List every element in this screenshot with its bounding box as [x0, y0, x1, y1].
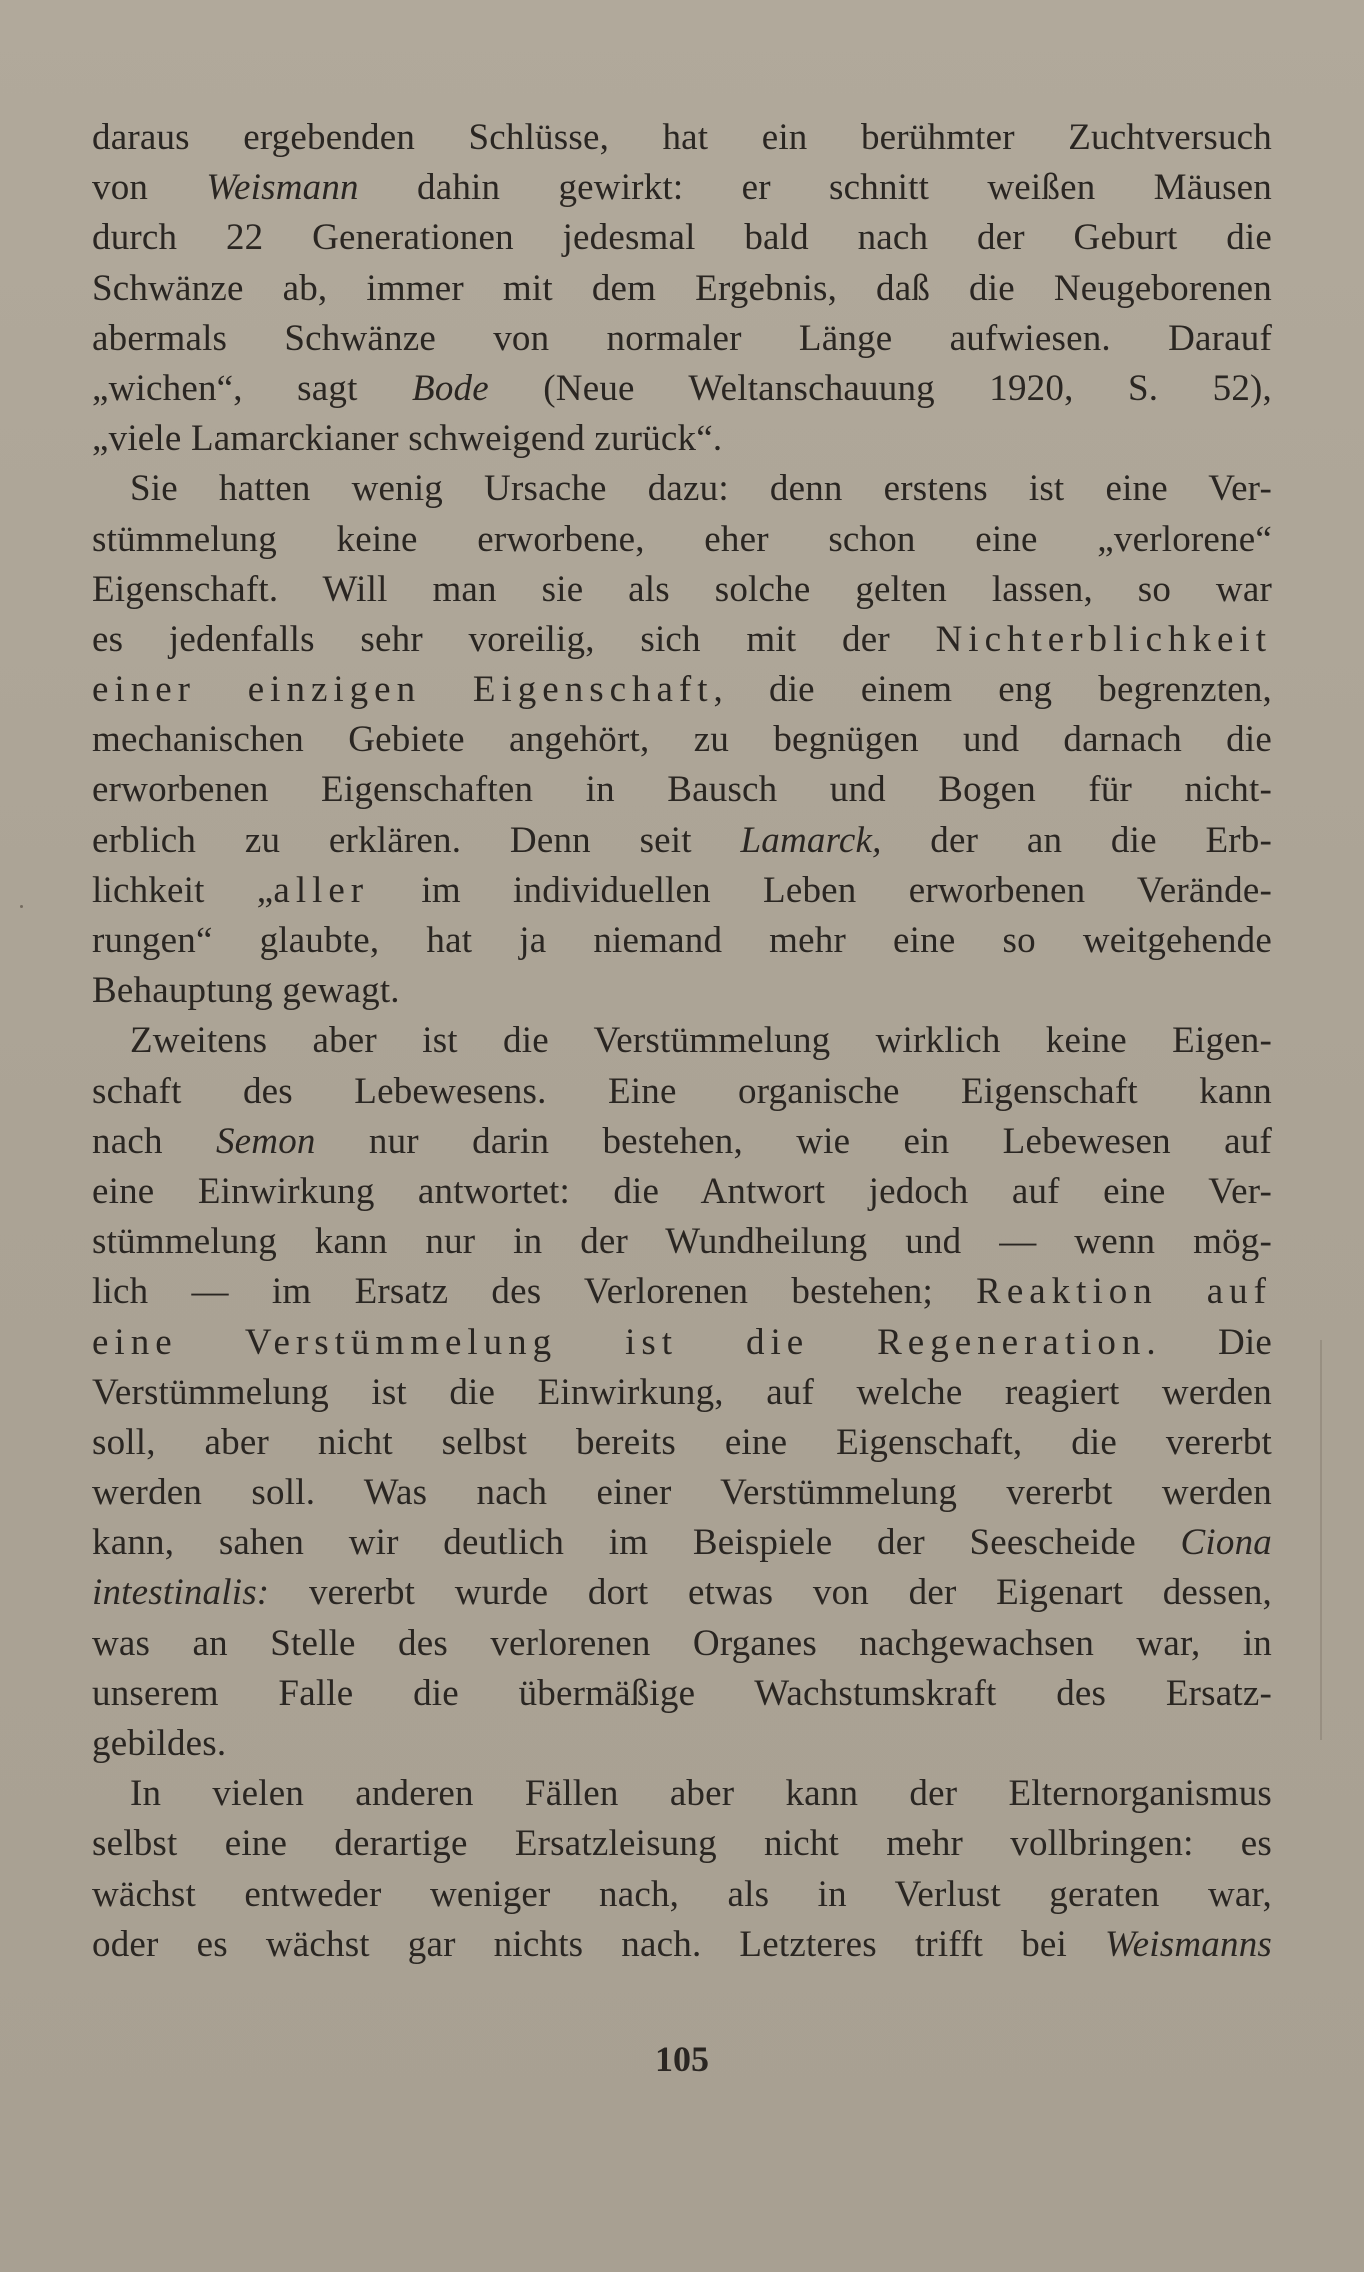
text-run: Eigenschaft. Will man sie als solche gelten lassen, so war — [92, 568, 1272, 610]
text-run: „viele Lamarckianer schweigend zurück“. — [92, 418, 723, 460]
text-run: oder es wächst gar nichts nach. Letzteres trifft bei — [92, 1923, 1106, 1965]
text-run: . Die — [1146, 1321, 1272, 1363]
text-run: nach — [92, 1120, 216, 1162]
text-line — [92, 1819, 1272, 1869]
text-run: daraus ergebenden Schlüsse, hat ein berühmter Zuchtversuch — [92, 117, 1272, 158]
text-line — [92, 1117, 1272, 1167]
text-run: eine Einwirkung antwortet: die Antwort jedoch auf eine Ver- — [92, 1170, 1272, 1212]
italic-text: Ciona — [1180, 1522, 1272, 1564]
text-line — [92, 515, 1272, 565]
text-line — [92, 1217, 1272, 1267]
spaced-emphasis-text: einer einzigen Eigenschaft — [92, 669, 714, 711]
text-line — [92, 765, 1272, 815]
text-run: Verstümmelung ist die Einwirkung, auf welche reagiert werden — [92, 1371, 1272, 1413]
text-run: Zweitens aber ist die Verstümmelung wirklich keine Eigen- — [130, 1020, 1272, 1062]
text-line — [92, 1167, 1272, 1217]
spaced-emphasis-text: Nichterblichkeit — [935, 618, 1272, 660]
text-run: gebildes. — [92, 1723, 227, 1764]
text-line — [92, 1870, 1272, 1920]
text-run: stümmelung keine erworbene, eher schon eine „verlorene“ — [92, 518, 1272, 560]
text-line — [92, 213, 1272, 263]
text-run: Schwänze ab, immer mit dem Ergebnis, daß die Neugeborenen — [92, 267, 1272, 309]
text-line — [92, 1920, 1272, 1970]
text-line — [92, 113, 1272, 163]
text-line — [92, 916, 1272, 966]
text-line — [92, 665, 1272, 715]
body-text — [92, 113, 1272, 1970]
text-run: Sie hatten wenig Ursache dazu: denn erstens ist eine Ver- — [130, 468, 1272, 510]
text-run: schaft des Lebewesens. Eine organische Eigenschaft kann — [92, 1070, 1272, 1112]
text-run: lichkeit „ — [92, 869, 274, 911]
italic-text: Lamarck, — [740, 819, 882, 861]
text-run: vererbt wurde dort etwas von der Eigenart dessen, — [269, 1572, 1272, 1614]
text-run: stümmelung kann nur in der Wundheilung und — wenn mög- — [92, 1221, 1272, 1263]
text-run: es jedenfalls sehr voreilig, sich mit der — [92, 618, 936, 660]
text-run: abermals Schwänze von normaler Länge aufwiesen. Darauf — [92, 317, 1272, 359]
spaced-emphasis-text: aller — [273, 869, 370, 911]
text-run: soll, aber nicht selbst bereits eine Eigenschaft, die vererbt — [92, 1421, 1272, 1463]
margin-speck — [20, 905, 23, 908]
text-run: In vielen anderen Fällen aber kann der Elternorganismus — [130, 1773, 1272, 1815]
text-run: werden soll. Was nach einer Verstümmelung vererbt werden — [92, 1472, 1272, 1514]
text-run: durch 22 Generationen jedesmal bald nach der Geburt die — [92, 217, 1272, 259]
text-run: , die einem eng begrenzten, — [713, 669, 1272, 711]
text-run: (Neue Weltanschauung 1920, S. 52), — [488, 367, 1272, 409]
italic-text: Semon — [215, 1120, 316, 1162]
italic-text: Weismann — [206, 167, 359, 209]
text-line — [92, 464, 1272, 514]
text-line — [92, 816, 1272, 866]
text-line — [92, 1067, 1272, 1117]
text-line — [92, 264, 1272, 314]
text-line — [92, 314, 1272, 364]
margin-pencil-mark — [1320, 1340, 1325, 1740]
text-line — [92, 1267, 1272, 1317]
text-run: rungen“ glaubte, hat ja niemand mehr eine so weitgehende — [92, 920, 1272, 961]
text-line — [92, 1318, 1272, 1368]
text-line — [92, 1016, 1272, 1066]
text-run: der an die Erb- — [881, 819, 1273, 861]
text-run: unserem Falle die übermäßige Wachstumskraft des Ersatz- — [92, 1672, 1272, 1714]
text-run: dahin gewirkt: er schnitt weißen Mäusen — [358, 167, 1272, 209]
text-run: lich — im Ersatz des Verlorenen bestehen; — [92, 1271, 977, 1313]
text-line — [92, 1468, 1272, 1518]
text-run: erworbenen Eigenschaften in Bausch und Bogen für nicht- — [92, 769, 1272, 811]
text-run: von — [92, 167, 207, 209]
text-line — [92, 163, 1272, 213]
text-line — [92, 866, 1272, 916]
text-line — [92, 565, 1272, 615]
text-line — [92, 1518, 1272, 1568]
text-line — [92, 1568, 1272, 1618]
text-line — [92, 1669, 1272, 1719]
text-run: wächst entweder weniger nach, als in Verlust geraten war, — [92, 1873, 1272, 1915]
spaced-emphasis-text: eine Verstümmelung ist die Regeneration — [92, 1321, 1147, 1363]
italic-text: Bode — [412, 367, 489, 409]
text-run: „wichen“, sagt — [92, 367, 413, 409]
text-line — [92, 1368, 1272, 1418]
italic-text: Weismanns — [1105, 1923, 1272, 1965]
text-run: nur darin bestehen, wie ein Lebewesen auf — [315, 1120, 1272, 1162]
text-run: was an Stelle des verlorenen Organes nachgewachsen war, in — [92, 1622, 1272, 1664]
text-run: im individuellen Leben erworbenen Verände- — [369, 869, 1273, 911]
text-run: kann, sahen wir deutlich im Beispiele der Seescheide — [92, 1522, 1181, 1564]
text-run: mechanischen Gebiete angehört, zu begnügen und darnach die — [92, 719, 1272, 761]
text-line — [92, 1769, 1272, 1819]
text-line — [92, 1719, 1272, 1769]
text-line — [92, 414, 1272, 464]
text-line — [92, 1619, 1272, 1669]
text-run: selbst eine derartige Ersatzleisung nicht mehr vollbringen: es — [92, 1823, 1272, 1865]
italic-text: intestinalis: — [92, 1572, 270, 1614]
text-line — [92, 1418, 1272, 1468]
spaced-emphasis-text: Reaktion auf — [976, 1271, 1272, 1313]
text-run: Behauptung gewagt. — [92, 970, 400, 1012]
text-line — [92, 966, 1272, 1016]
text-line — [92, 615, 1272, 665]
text-line — [92, 364, 1272, 414]
text-line — [92, 715, 1272, 765]
text-run: erblich zu erklären. Denn seit — [92, 819, 741, 861]
page-number: 105 — [655, 2039, 709, 2079]
